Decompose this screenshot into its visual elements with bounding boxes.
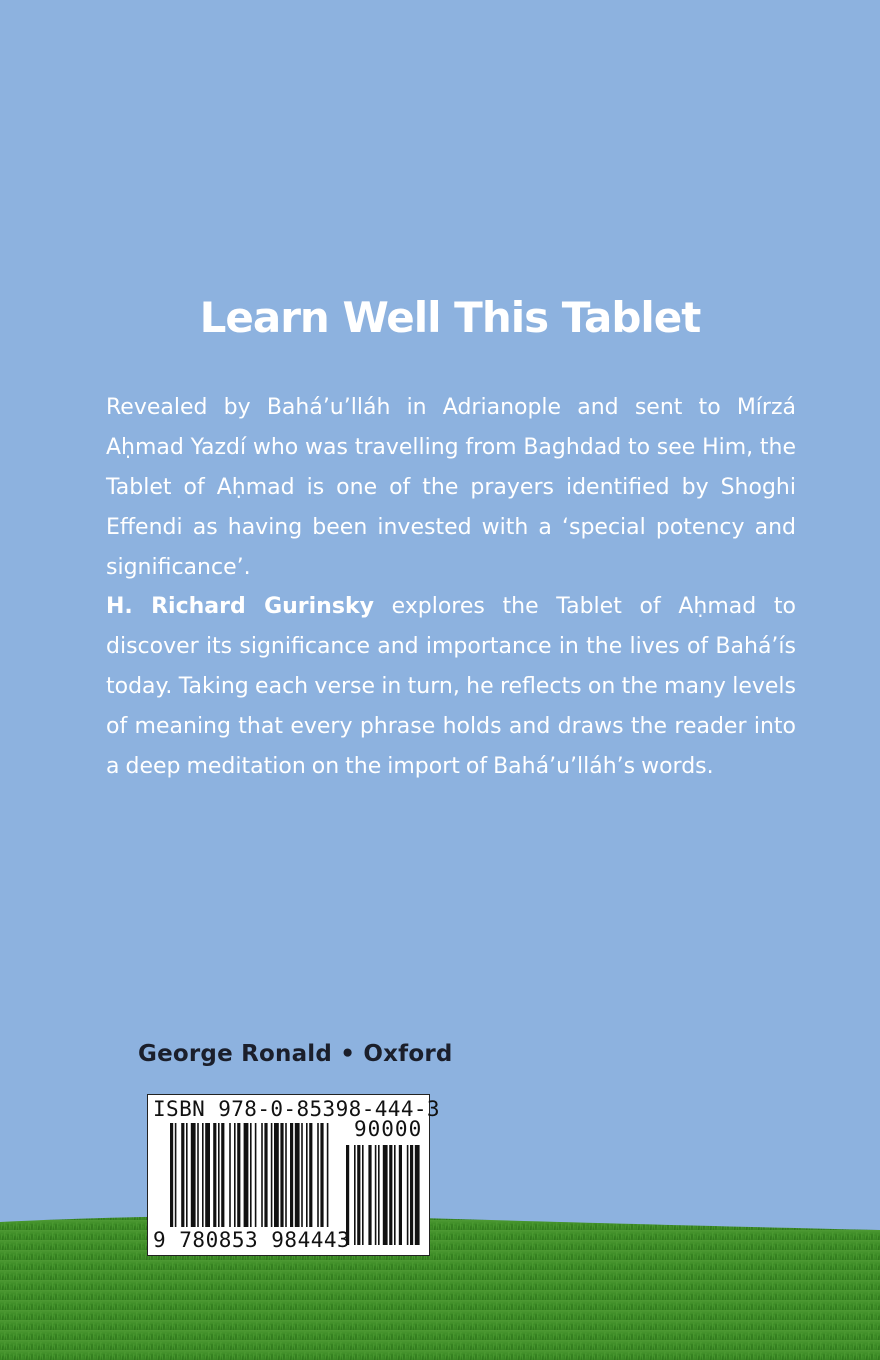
barcode-bar [205, 1123, 210, 1227]
barcode-bar [295, 1123, 300, 1227]
barcode-bar [271, 1123, 273, 1227]
barcode-bar [354, 1145, 356, 1245]
barcode-bar [218, 1123, 220, 1227]
barcode-bar [389, 1145, 392, 1245]
barcode-bar [301, 1123, 303, 1227]
barcode-bar [186, 1123, 188, 1227]
barcode-digits: 9 780853 984443 [153, 1228, 351, 1252]
barcode-bar [410, 1145, 413, 1245]
description-paragraph: Revealed by Bahá’u’lláh in Adrianople and sent to Mírzá Aḥmad Yazdí who was travelling from Baghdad to see Him, the Tablet of Aḥmad is one of the prayers identified by Shoghi Effendi as having been invested with a ‘special potency and significance’. [106, 395, 796, 580]
isbn-barcode [147, 1094, 440, 1256]
price-code: 90000 [354, 1117, 423, 1141]
barcode-bar [261, 1123, 263, 1227]
author-paragraph [106, 587, 796, 787]
barcode-bar [378, 1145, 380, 1245]
barcode-bar [255, 1123, 257, 1227]
barcode-bar [362, 1145, 364, 1245]
author-paragraph-text: explores the Tablet of Aḥmad to discover its significance and importance in the lives of Bahá’ís today. Taking each verse in turn, he reflects on the many levels of meaning that every phrase holds and draws the reader into a deep meditation on the import of Bahá’u’lláh’s words. [106, 594, 796, 779]
barcode-bar [285, 1123, 287, 1227]
barcode-bar [213, 1123, 216, 1227]
barcode-bar [317, 1123, 319, 1227]
barcode-bar [399, 1145, 402, 1245]
book-title: Learn Well This Tablet [199, 293, 701, 342]
barcode-bar [234, 1123, 236, 1227]
barcode-bar [394, 1145, 396, 1245]
barcode-bar [181, 1123, 184, 1227]
barcode-bar [250, 1123, 252, 1227]
publisher-imprint: George Ronald • Oxford [138, 1041, 453, 1067]
barcode-bar [191, 1123, 196, 1227]
barcode-bar [280, 1123, 283, 1227]
barcode-bar [383, 1145, 388, 1245]
barcode-bar [264, 1123, 267, 1227]
barcode-bar [357, 1145, 360, 1245]
barcode-bar [375, 1145, 377, 1245]
barcode-bar [306, 1123, 308, 1227]
barcode-bar [197, 1123, 199, 1227]
barcode-bar [309, 1123, 312, 1227]
barcode-bar [202, 1123, 204, 1227]
barcode-bar [229, 1123, 231, 1227]
barcode-bar [221, 1123, 224, 1227]
barcode-bar [290, 1123, 293, 1227]
barcode-bar [244, 1123, 249, 1227]
barcode-bar [327, 1123, 329, 1227]
barcode-bar [368, 1145, 371, 1245]
barcode-bar [415, 1145, 420, 1245]
barcode-bar [407, 1145, 409, 1245]
isbn-label: ISBN 978-0-85398-444-3 [153, 1097, 440, 1121]
barcode-bar [170, 1123, 173, 1227]
barcode-bar [175, 1123, 177, 1227]
barcode-bar [320, 1123, 323, 1227]
author-name: H. Richard Gurinsky [106, 594, 374, 619]
barcode-bar [237, 1123, 240, 1227]
barcode-bar [274, 1123, 279, 1227]
